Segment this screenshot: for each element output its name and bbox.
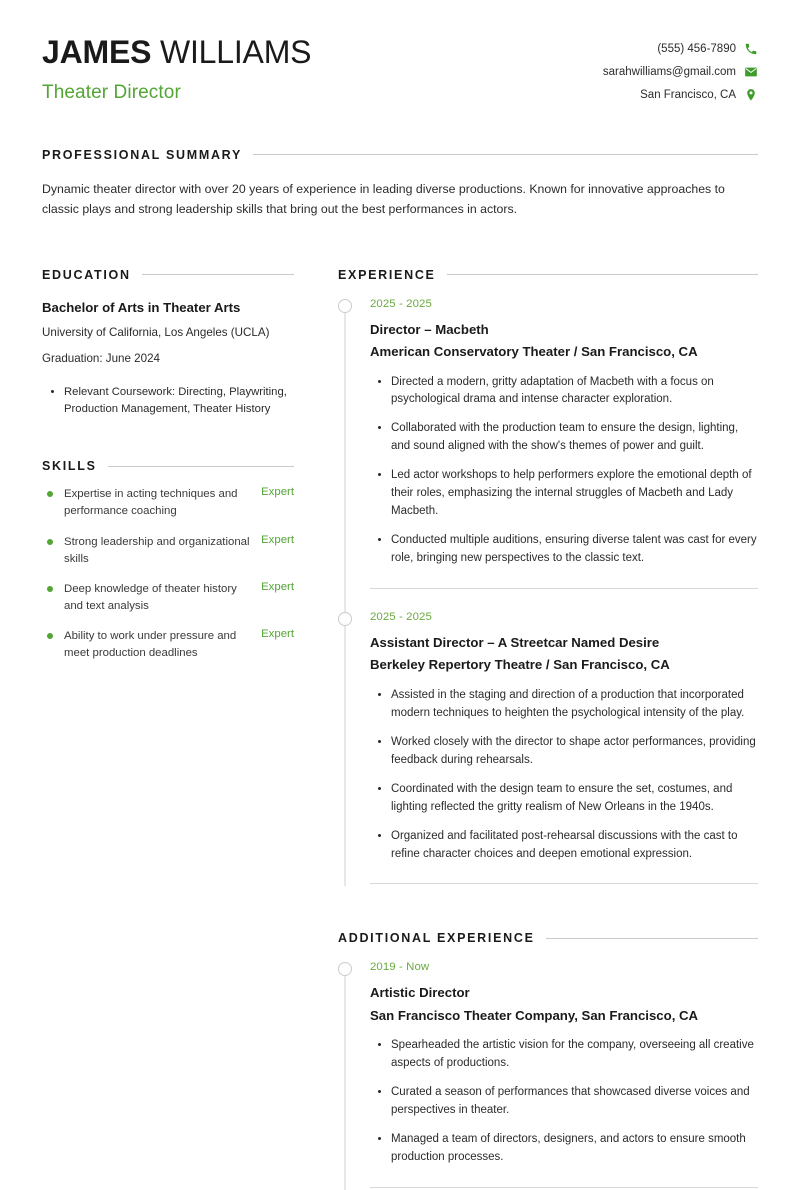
- entry-bullet-list: [370, 1037, 758, 1167]
- bullet-icon: [47, 586, 53, 592]
- entry-divider: [370, 1187, 758, 1188]
- timeline-line: [345, 968, 346, 1190]
- additional-experience-heading: ADDITIONAL EXPERIENCE: [338, 931, 535, 946]
- additional-experience-section: [338, 931, 758, 1190]
- location-icon: [744, 88, 758, 102]
- list-item: [42, 534, 294, 568]
- section-rule: [546, 938, 758, 939]
- entry-bullet-list: [370, 687, 758, 864]
- timeline-marker-icon: [338, 299, 352, 313]
- experience-entries: [338, 298, 758, 887]
- page-title: [42, 34, 311, 72]
- section-rule: [142, 274, 294, 275]
- experience-heading: EXPERIENCE: [338, 267, 436, 282]
- bullet-icon: [47, 539, 53, 545]
- skills-section: [42, 459, 294, 662]
- skill-level: Expert: [261, 533, 294, 546]
- list-item: • Conducted multiple auditions, ensuring diverse talent was cast for every role, bringing new perspectives to the classic text.: [391, 532, 758, 568]
- additional-experience-entries: [338, 961, 758, 1190]
- contact-location[interactable]: [640, 88, 758, 102]
- section-rule: [108, 466, 294, 467]
- list-item: • Organized and facilitated post-rehearsal discussions with the cast to refine character choices and deepen emotional expression.: [391, 828, 758, 864]
- first-name: JAMES: [42, 34, 152, 70]
- education-heading: EDUCATION: [42, 267, 131, 282]
- skill-level: Expert: [261, 580, 294, 593]
- entry-organization: San Francisco Theater Company, San Francisco, CA: [370, 1007, 699, 1023]
- contact-email[interactable]: [603, 65, 758, 79]
- skill-name: Deep knowledge of theater history and text analysis: [64, 582, 237, 612]
- resume-body: [42, 268, 758, 1190]
- education-bullet-list: [42, 384, 294, 418]
- last-name: WILLIAMS: [159, 34, 312, 70]
- entry-organization: Berkeley Repertory Theatre / San Francisco, CA: [370, 657, 670, 673]
- list-item: • Led actor workshops to help performers explore the emotional depth of their roles, emphasizing the internal struggles of Macbeth and Lady Macbeth.: [391, 467, 758, 521]
- list-item: • Coordinated with the design team to ensure the set, costumes, and lighting reflected the gritty realism of New Orleans in the 1940s.: [391, 781, 758, 817]
- skill-level: Expert: [261, 627, 294, 640]
- list-item: [42, 628, 294, 662]
- timeline-marker-icon: [338, 962, 352, 976]
- phone-icon: [744, 42, 758, 56]
- education-degree: Bachelor of Arts in Theater Arts: [42, 299, 241, 315]
- list-item: • Assisted in the staging and direction of a production that incorporated modern techniques to heighten the psychological intensity of the play.: [391, 687, 758, 723]
- bullet-icon: [47, 491, 53, 497]
- entry-divider: [370, 588, 758, 589]
- experience-section: [338, 268, 758, 887]
- timeline-line: [345, 618, 346, 886]
- summary-text: Dynamic theater director with over 20 years of experience in leading diverse productions. Known for innovative approaches to classic plays and strong leadership skills that bring out the best performances in actors.: [42, 181, 725, 217]
- list-item: • Managed a team of directors, designers, and actors to ensure smooth production processes.: [391, 1131, 758, 1167]
- entry-bullet-list: [370, 374, 758, 568]
- skill-name: Ability to work under pressure and meet production deadlines: [64, 629, 237, 660]
- skills-section-header: [42, 459, 294, 473]
- contact-location-text: San Francisco, CA: [640, 89, 736, 101]
- skill-name: Expertise in acting techniques and performance coaching: [64, 488, 238, 518]
- entry-date: 2025 - 2025: [370, 297, 432, 310]
- list-item: [42, 486, 294, 520]
- entry-role: Artistic Director: [370, 985, 470, 1001]
- contact-email-text: sarahwilliams@gmail.com: [602, 66, 736, 78]
- section-rule: [447, 274, 758, 275]
- entry-role: Assistant Director – A Streetcar Named Desire: [370, 634, 660, 650]
- entry-date: 2019 - Now: [370, 961, 430, 974]
- section-rule: [253, 154, 758, 155]
- bullet-icon: [47, 633, 53, 639]
- professional-summary-section: [42, 148, 758, 220]
- list-item: [42, 581, 294, 615]
- email-icon: [744, 65, 758, 79]
- timeline-marker-icon: [338, 612, 352, 626]
- entry-divider: [370, 883, 758, 884]
- list-item: • Worked closely with the director to shape actor performances, providing feedback during rehearsals.: [391, 734, 758, 770]
- list-item: • Spearheaded the artistic vision for the company, overseeing all creative aspects of productions.: [391, 1037, 758, 1073]
- skills-heading: SKILLS: [42, 459, 97, 474]
- experience-section-header: [338, 268, 758, 282]
- contact-phone[interactable]: [657, 42, 758, 56]
- skill-name: Strong leadership and organizational skills: [64, 535, 250, 565]
- summary-section-header: [42, 148, 758, 162]
- left-column: [42, 268, 294, 663]
- summary-heading: PROFESSIONAL SUMMARY: [42, 147, 242, 162]
- education-section-header: [42, 268, 294, 282]
- education-school: University of California, Los Angeles (UCLA): [42, 326, 270, 340]
- entry-role: Director – Macbeth: [370, 321, 489, 337]
- job-title: Theater Director: [42, 81, 181, 103]
- additional-experience-section-header: [338, 931, 758, 945]
- list-item: • Relevant Coursework: Directing, Playwriting, Production Management, Theater History: [64, 384, 294, 418]
- entry-date: 2025 - 2025: [370, 610, 432, 623]
- education-graduation: Graduation: June 2024: [42, 352, 160, 366]
- experience-entry: [370, 611, 758, 886]
- experience-entry: [370, 961, 758, 1190]
- skill-level: Expert: [261, 486, 294, 499]
- education-section: [42, 268, 294, 419]
- resume-header: [42, 34, 758, 104]
- right-column: [338, 268, 758, 1190]
- identity-block: [42, 34, 311, 104]
- experience-entry: [370, 298, 758, 611]
- timeline-line: [345, 305, 346, 612]
- contact-block: [603, 34, 758, 102]
- entry-organization: American Conservatory Theater / San Francisco, CA: [370, 344, 698, 360]
- list-item: • Collaborated with the production team to ensure the design, lighting, and sound aligned with the show's themes of power and guilt.: [391, 420, 758, 456]
- list-item: • Curated a season of performances that showcased diverse voices and perspectives in theater.: [391, 1084, 758, 1120]
- contact-phone-text: (555) 456-7890: [657, 43, 736, 55]
- list-item: • Directed a modern, gritty adaptation of Macbeth with a focus on psychological drama and intense character exploration.: [391, 374, 758, 410]
